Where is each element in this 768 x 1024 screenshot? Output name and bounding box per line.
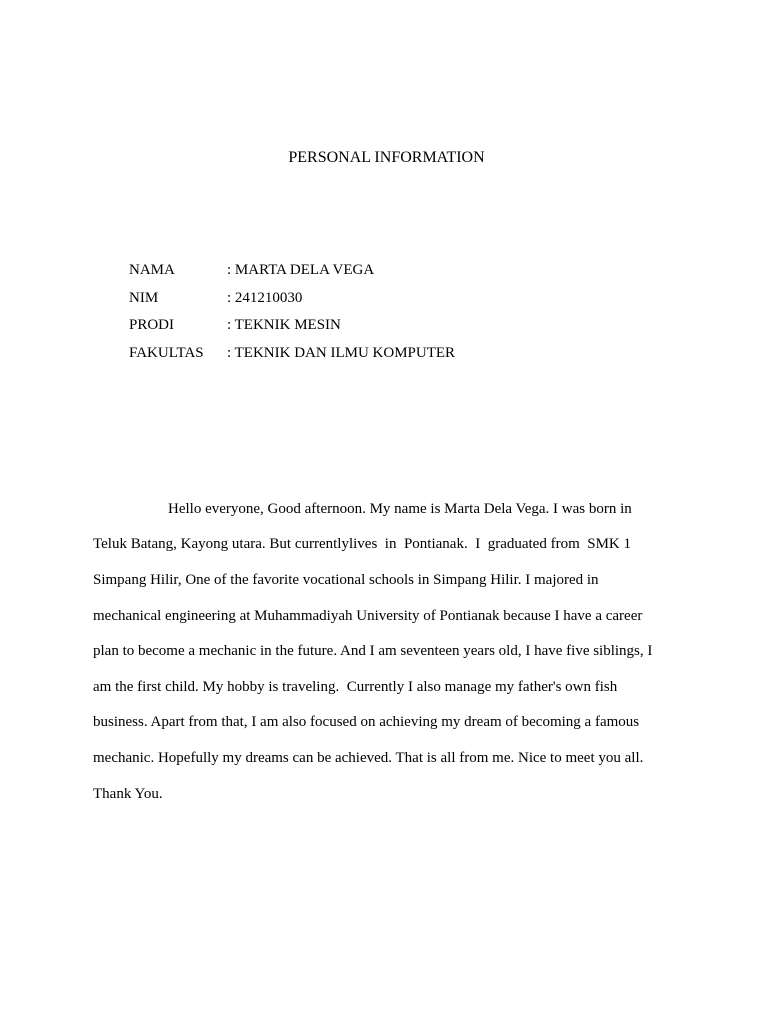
paragraph-line: Teluk Batang, Kayong utara. But currentlylives in Pontianak. I graduated from SMK 1: [93, 536, 632, 553]
paragraph-line: mechanical engineering at Muhammadiyah University of Pontianak because I have a career: [93, 607, 643, 624]
paragraph-line: Simpang Hilir, One of the favorite vocational schools in Simpang Hilir. I majored in: [93, 571, 599, 588]
info-row-fakultas: [129, 343, 455, 371]
paragraph-line: Hello everyone, Good afternoon. My name is Marta Dela Vega. I was born in: [93, 500, 632, 517]
paragraph-line: business. Apart from that, I am also focused on achieving my dream of becoming a famous: [93, 714, 640, 731]
personal-info-table: [129, 260, 455, 370]
introduction-paragraph: [93, 483, 673, 821]
info-value: : 241210030: [227, 289, 303, 306]
paragraph-line: Thank You.: [93, 785, 163, 802]
info-label: NAMA: [129, 262, 175, 278]
info-row-nim: [129, 288, 455, 316]
info-label: NIM: [129, 289, 159, 306]
info-row-prodi: [129, 315, 455, 343]
info-value: : TEKNIK DAN ILMU KOMPUTER: [227, 344, 456, 361]
document-title: PERSONAL INFORMATION: [288, 149, 485, 166]
info-label: PRODI: [129, 317, 175, 333]
info-row-nama: [129, 260, 455, 288]
info-value: : TEKNIK MESIN: [227, 317, 341, 333]
paragraph-line: mechanic. Hopefully my dreams can be achieved. That is all from me. Nice to meet you all.: [93, 749, 644, 766]
info-label: FAKULTAS: [129, 344, 204, 361]
paragraph-line: plan to become a mechanic in the future. And I am seventeen years old, I have five siblings, I: [93, 643, 653, 660]
paragraph-line: am the first child. My hobby is traveling. Currently I also manage my father's own fish: [93, 678, 618, 695]
info-value: : MARTA DELA VEGA: [227, 262, 375, 278]
